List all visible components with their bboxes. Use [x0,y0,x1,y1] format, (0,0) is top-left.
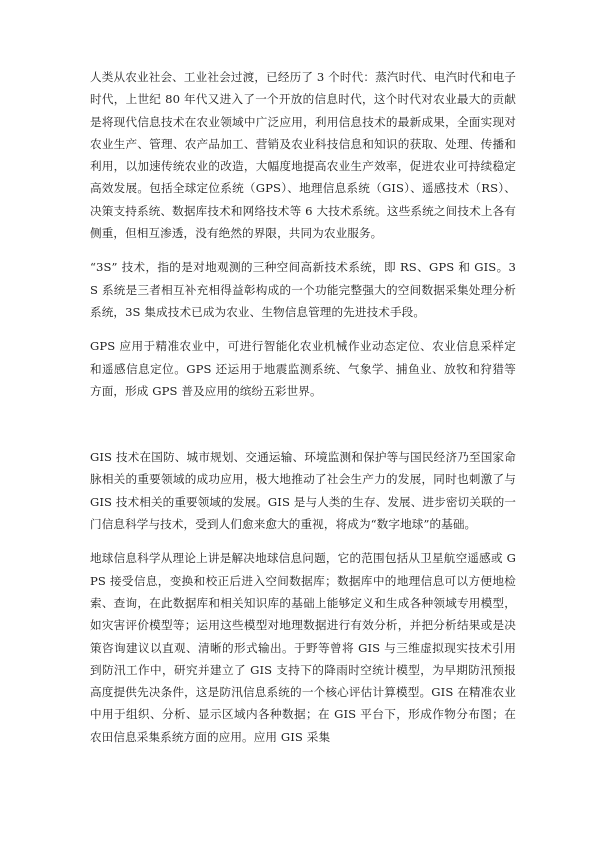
paragraph-4: GIS 技术在国防、城市规划、交通运输、环境监测和保护等与国民经济乃至国家命脉相关的重要领域的成功应用，极大地推动了社会生产力的发展，同时也刺激了与 GIS 技术相关的重要领域的发展。GIS 是与人类的生存、发展、进步密切关联的一门信息科学与技术，受到人们愈来愈大的重视，将成为“数字地球”的基础。 [90,450,516,532]
paragraph-5: 地球信息科学从理论上讲是解决地球信息问题，它的范围包括从卫星航空遥感或 GPS 接受信息，变换和校正后进入空间数据库；数据库中的地理信息可以方便地检索、查询，在此数据库和相关知识库的基础上能够定义和生成各种领域专用模型，如灾害评价模型等；运用这些模型对地理数据进行有效分析，并把分析结果或是决策咨询建议以直观、清晰的形式输出。于野等曾将 GIS 与三维虚拟现实技术引用到防汛工作中，研究并建立了 GIS 支持下的降雨时空统计模型，为早期防汛预报高度提供先决条件，这是防汛信息系统的一个核心评估计算模型。GIS 在精准农业中用于组织、分析、显示区域内各种数据；在 GIS 平台下，形成作物分布图；在农田信息采集系统方面的应用。应用 GIS 采集 [90,551,516,744]
document-body [90,66,516,748]
paragraph-1: 人类从农业社会、工业社会过渡，已经历了 3 个时代：蒸汽时代、电汽时代和电子时代，上世纪 80 年代又进入了一个开放的信息时代，这个时代对农业最大的贡献是将现代信息技术在农业领域中广泛应用，利用信息技术的最新成果，全面实现对农业生产、管理、农产品加工、营销及农业科技信息和知识的获取、处理、传播和利用，以加速传统农业的改造，大幅度地提高农业生产效率，促进农业可持续稳定高效发展。包括全球定位系统（GPS）、地理信息系统（GIS）、遥感技术（RS）、决策支持系统、数据库技术和网络技术等 6 大技术系统。这些系统之间技术上各有侧重，但相互渗透，没有绝然的界限，共同为农业服务。 [90,70,516,241]
paragraph-2: “3S” 技术，指的是对地观测的三种空间高新技术系统，即 RS、GPS 和 GIS。3S 系统是三者相互补充相得益彰构成的一个功能完整强大的空间数据采集处理分析系统，3S 集成技术已成为农业、生物信息管理的先进技术手段。 [90,260,516,319]
paragraph-3: GPS 应用于精准农业中，可进行智能化农业机械作业动态定位、农业信息采样定和遥感信息定位。GPS 还运用于地震监测系统、气象学、捕鱼业、放牧和狩猎等方面，形成 GPS 普及应用的缤纷五彩世界。 [90,339,516,398]
